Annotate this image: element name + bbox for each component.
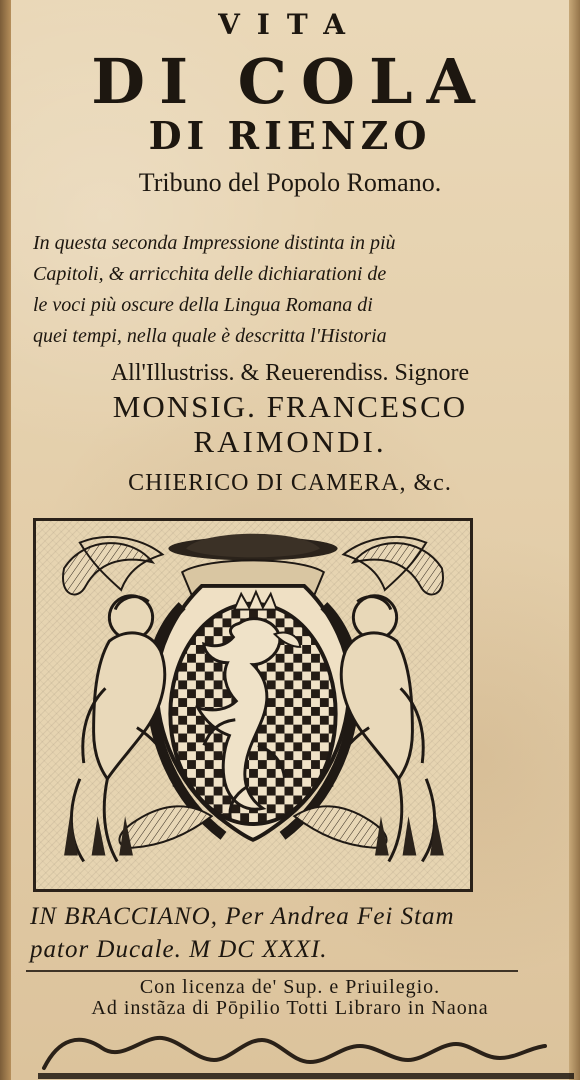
divider-rule xyxy=(26,970,518,972)
title-line-di-rienzo: DI RIENZO xyxy=(148,113,432,158)
left-page-edge xyxy=(0,0,11,1080)
recipient-line-1: MONSIG. FRANCESCO xyxy=(112,389,468,424)
right-page-edge xyxy=(569,0,580,1080)
imprint-line-2: pator Ducale. M DC XXXI. xyxy=(30,936,328,963)
description-block xyxy=(33,228,547,352)
coat-of-arms-icon xyxy=(36,521,470,889)
title-line-vita: VITA xyxy=(218,8,362,41)
dedication: All'Illustriss. & Reuerendiss. Signore xyxy=(110,360,470,386)
title-line-di-cola: DI COLA xyxy=(91,45,489,118)
description-line: le voci più oscure della Lingua Romana di xyxy=(33,294,373,316)
publisher-line: Ad instãza di Pōpilio Totti Libraro in Naona xyxy=(91,997,489,1019)
license-line: Con licenza de' Sup. e Priuilegio. xyxy=(139,976,441,998)
recipient-line-2: RAIMONDI. xyxy=(193,424,387,459)
description-line: In questa seconda Impressione distinta in più xyxy=(33,232,396,254)
handwritten-signature xyxy=(24,1018,580,1080)
description-line: Capitoli, & arricchita delle dichiarationi de xyxy=(33,263,387,285)
subtitle: Tribuno del Popolo Romano. xyxy=(138,168,442,197)
imprint-line-1: IN BRACCIANO, Per Andrea Fei Stam xyxy=(30,903,455,930)
coat-of-arms-engraving xyxy=(33,518,473,892)
description-line: quei tempi, nella quale è descritta l'Historia xyxy=(33,325,387,347)
recipient-line-3: CHIERICO DI CAMERA, &c. xyxy=(128,470,452,496)
